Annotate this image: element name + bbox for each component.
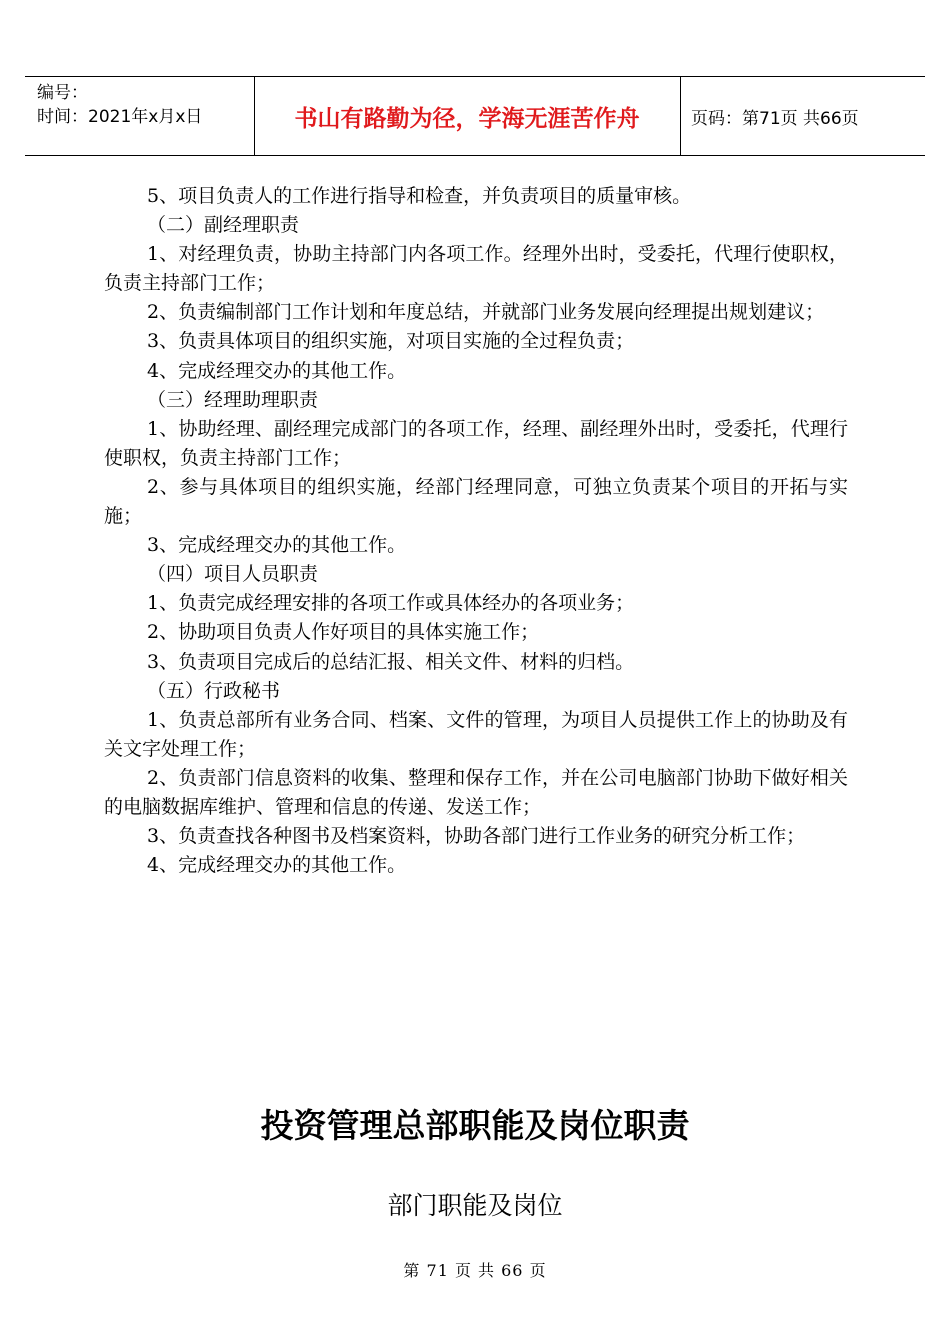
paragraph: 3、负责项目完成后的总结汇报、相关文件、材料的归档。 <box>147 650 635 673</box>
paragraph: 2、负责部门信息资料的收集、整理和保存工作，并在公司电脑部门协助下做好相关的电脑数据库维护、管理和信息的传递、发送工作； <box>104 766 848 818</box>
header-motto: 书山有路勤为径，学海无涯苦作舟 <box>294 105 640 132</box>
paragraph: 4、完成经理交办的其他工作。 <box>147 359 407 382</box>
paragraph: 2、协助项目负责人作好项目的具体实施工作； <box>147 621 540 644</box>
section-heading: （四）项目人员职责 <box>147 563 319 586</box>
paragraph: 4、完成经理交办的其他工作。 <box>147 854 407 877</box>
document-number-label: 编号： <box>37 83 88 103</box>
paragraph: 3、负责具体项目的组织实施，对项目实施的全过程负责； <box>147 330 635 353</box>
paragraph: 1、对经理负责，协助主持部门内各项工作。经理外出时，受委托，代理行使职权，负责主持部门工作； <box>104 243 848 295</box>
paragraph: 1、协助经理、副经理完成部门的各项工作，经理、副经理外出时，受委托，代理行使职权，负责主持部门工作； <box>104 417 848 469</box>
document-body <box>104 182 848 880</box>
header-page-info: 页码：第71页 共66页 <box>691 108 859 129</box>
page-header <box>25 76 925 156</box>
page-footer: 第 71 页 共 66 页 <box>403 1261 547 1280</box>
section-heading: （三）经理助理职责 <box>147 388 319 411</box>
section-heading: （五）行政秘书 <box>147 679 281 702</box>
header-meta <box>37 81 202 129</box>
paragraph: 3、完成经理交办的其他工作。 <box>147 534 407 557</box>
paragraph: 3、负责查找各种图书及档案资料，协助各部门进行工作业务的研究分析工作； <box>147 825 806 848</box>
paragraph: 1、负责完成经理安排的各项工作或具体经办的各项业务； <box>147 592 635 615</box>
paragraph: 2、负责编制部门工作计划和年度总结，并就部门业务发展向经理提出规划建议； <box>147 301 825 324</box>
section-heading: （二）副经理职责 <box>147 214 300 237</box>
paragraph: 1、负责总部所有业务合同、档案、文件的管理，为项目人员提供工作上的协助及有关文字处理工作； <box>104 708 848 760</box>
paragraph: 2、参与具体项目的组织实施，经部门经理同意，可独立负责某个项目的开拓与实施； <box>104 475 848 528</box>
section-title: 投资管理总部职能及岗位职责 <box>260 1106 690 1145</box>
header-divider <box>680 77 681 155</box>
document-time-label: 时间：2021年x月x日 <box>37 107 203 127</box>
paragraph: 5、项目负责人的工作进行指导和检查，并负责项目的质量审核。 <box>147 185 692 207</box>
section-subtitle: 部门职能及岗位 <box>387 1191 563 1220</box>
